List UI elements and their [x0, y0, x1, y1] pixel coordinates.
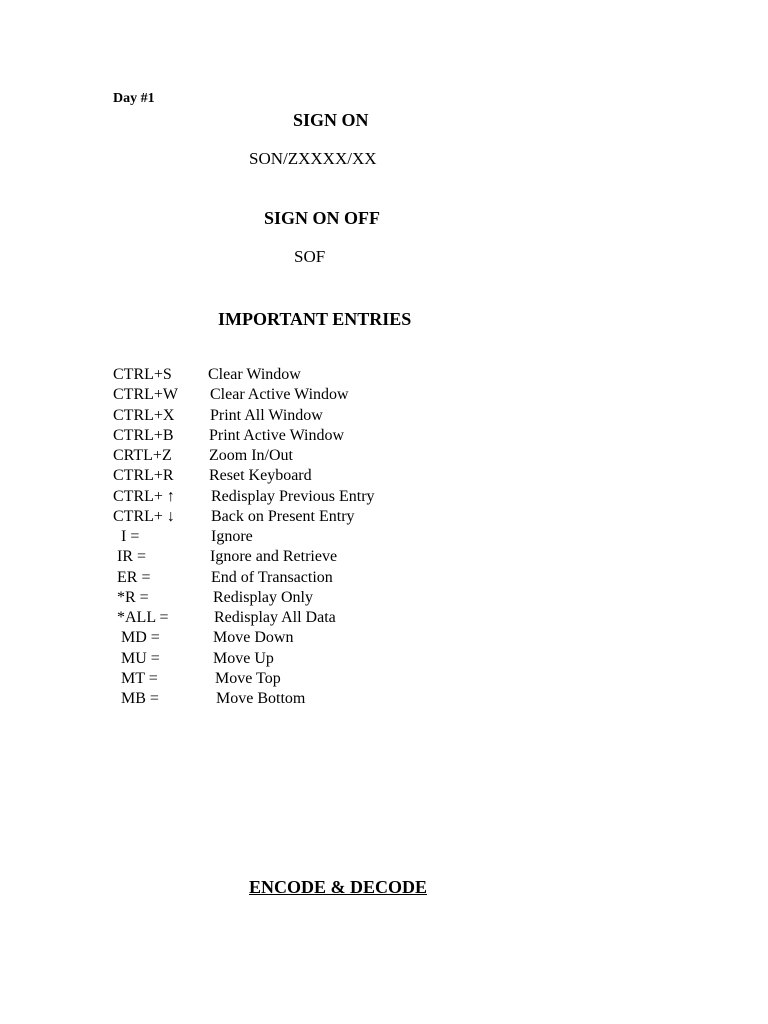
entry-row [0, 365, 768, 385]
entry-key: CTRL+R [113, 467, 174, 485]
entry-description: Move Up [213, 649, 274, 667]
entry-row [0, 628, 768, 648]
entry-description: Print All Window [210, 406, 323, 424]
entry-description: Move Top [215, 669, 281, 687]
entries-list [0, 365, 768, 709]
entry-row [0, 446, 768, 466]
entry-row [0, 466, 768, 486]
entry-description: End of Transaction [211, 568, 333, 586]
entry-key: CRTL+Z [113, 447, 172, 464]
entry-row [0, 588, 768, 608]
entry-key: CTRL+S [113, 366, 172, 383]
entry-description: Print Active Window [209, 426, 345, 444]
entry-key: *ALL = [117, 609, 169, 626]
sign-on-heading: SIGN ON [293, 110, 369, 130]
entry-description: Zoom In/Out [209, 447, 293, 464]
entry-description: Clear Active Window [210, 386, 349, 404]
entry-description: Move Bottom [216, 690, 306, 707]
entry-key: MT = [121, 669, 158, 687]
entry-key: CTRL+ ↑ [113, 487, 175, 505]
entry-row [0, 385, 768, 405]
entry-key: ER = [117, 568, 151, 586]
entry-row [0, 487, 768, 507]
entry-description: Ignore [211, 528, 253, 545]
entry-row [0, 426, 768, 446]
entry-row [0, 669, 768, 689]
entry-row [0, 608, 768, 628]
sign-on-off-heading: SIGN ON OFF [264, 208, 381, 228]
entry-row [0, 507, 768, 527]
entry-description: Redisplay All Data [214, 609, 336, 626]
entry-description: Move Down [213, 629, 294, 647]
entry-key: *R = [117, 588, 149, 606]
entry-row [0, 649, 768, 669]
entry-description: Redisplay Only [213, 588, 313, 606]
entry-row [0, 568, 768, 588]
entry-key: IR = [117, 548, 147, 566]
entry-description: Reset Keyboard [209, 467, 312, 485]
entry-key: MU = [121, 649, 160, 667]
sign-on-code: SON/ZXXXX/XX [249, 149, 377, 168]
entry-key: I = [121, 528, 140, 545]
entry-key: CTRL+W [113, 386, 179, 404]
entry-key: MB = [121, 690, 159, 707]
entry-description: Ignore and Retrieve [210, 548, 338, 566]
entry-key: MD = [121, 629, 160, 647]
entry-row [0, 547, 768, 567]
entry-key: CTRL+ ↓ [113, 507, 175, 525]
entry-description: Redisplay Previous Entry [211, 487, 375, 505]
important-entries-heading: IMPORTANT ENTRIES [218, 309, 412, 329]
entry-key: CTRL+X [113, 406, 175, 424]
entry-row [0, 527, 768, 547]
encode-decode-heading: ENCODE & DECODE [249, 877, 428, 897]
entry-row [0, 406, 768, 426]
entry-row [0, 689, 768, 709]
sign-on-off-code: SOF [294, 247, 326, 266]
day-label: Day #1 [113, 91, 155, 106]
entry-key: CTRL+B [113, 426, 174, 444]
entry-description: Back on Present Entry [211, 507, 355, 525]
entry-description: Clear Window [208, 366, 301, 383]
